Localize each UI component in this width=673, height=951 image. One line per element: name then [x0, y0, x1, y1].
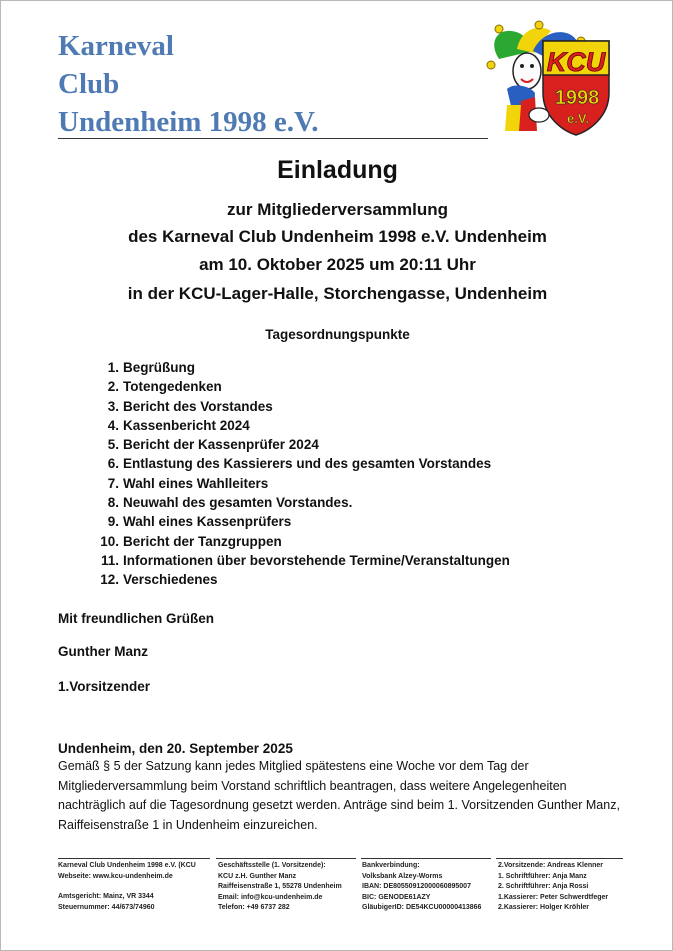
- agenda-item: 4. Kassenbericht 2024: [107, 417, 250, 433]
- logo-bell-3: [535, 21, 543, 29]
- statute-note: [58, 757, 633, 835]
- logo-year-text: 1998: [554, 87, 600, 109]
- logo-kcu-text: KCU: [546, 47, 606, 77]
- logo-bell-1: [487, 61, 495, 69]
- closing-greeting: Mit freundlichen Grüßen: [58, 611, 215, 626]
- footer-board-info: 2.Vorsitzende: Andreas Klenner 1. Schriftführer: Anja Manz 2. Schriftführer: Anja Rossi 1.Kassierer: Peter Schwerdtfeger 2.Kassierer: Holger Kröhler: [498, 862, 609, 911]
- invitation-line-1: zur Mitgliederversammlung: [226, 200, 449, 219]
- agenda-item: 6. Entlastung des Kassierers und des gesamten Vorstandes: [107, 456, 492, 472]
- agenda-item: 5. Bericht der Kassenprüfer 2024: [107, 437, 319, 453]
- footer-divider-1: [58, 858, 210, 859]
- signer-name: Gunther Manz: [58, 644, 148, 659]
- logo-glove: [529, 108, 549, 122]
- invitation-line-3: am 10. Oktober 2025 um 20:11 Uhr: [199, 255, 476, 274]
- footer-divider-2: [216, 858, 356, 859]
- agenda-item: 8. Neuwahl des gesamten Vorstandes.: [107, 495, 353, 511]
- header-divider: [58, 138, 488, 139]
- agenda-title: Tagesordnungspunkte: [265, 327, 410, 342]
- agenda-list: [89, 358, 510, 590]
- agenda-item: 1. Begrüßung: [107, 360, 195, 375]
- footer-website-link[interactable]: Webseite: www.kcu-undenheim.de: [58, 872, 173, 880]
- signer-role: 1.Vorsitzender: [58, 679, 151, 694]
- agenda-item: 7. Wahl eines Wahlleiters: [107, 475, 269, 491]
- footer-divider-3: [361, 858, 491, 859]
- club-title-line-1: Karneval: [58, 30, 174, 62]
- logo-jester-leg-yellow: [505, 105, 521, 131]
- statute-note-line: nachträglich auf die Tagesordnung gesetzt werden. Anträge sind beim 1. Vorsitzenden Gunther Manz,: [58, 798, 620, 812]
- agenda-item: 3. Bericht des Vorstandes: [107, 398, 273, 414]
- invitation-title: Einladung: [277, 156, 398, 184]
- invitation-line-4: in der KCU-Lager-Halle, Storchengasse, Undenheim: [127, 284, 548, 303]
- club-logo: [477, 19, 617, 137]
- invitation-line-2: des Karneval Club Undenheim 1998 e.V. Undenheim: [128, 227, 547, 246]
- logo-ev-text: e.V.: [567, 111, 589, 126]
- logo-jester-face: [513, 53, 541, 89]
- club-title-line-2: Club: [58, 68, 120, 100]
- footer-office-info: Geschäftsstelle (1. Vorsitzende): KCU z.H. Gunther Manz Raiffeisenstraße 1, 55278 Undenheim Email: info@kcu-undenheim.de Telefon: +49 6737 282: [218, 862, 342, 911]
- agenda-item: 10. Bericht der Tanzgruppen: [100, 533, 282, 549]
- logo-bell-2: [495, 25, 503, 33]
- agenda-item: 2. Totengedenken: [107, 379, 222, 395]
- club-title: [58, 27, 319, 141]
- agenda-item: 11. Informationen über bevorstehende Termine/Veranstaltungen: [100, 552, 510, 568]
- footer-email-link[interactable]: Email: info@kcu-undenheim.de: [218, 893, 323, 901]
- statute-note-line: Raiffeisenstraße 1 in Undenheim einzureichen.: [58, 817, 318, 832]
- statute-note-line: Gemäß § 5 der Satzung kann jedes Mitglied spätestens eine Woche vor dem Tag der: [58, 759, 529, 773]
- statute-note-line: Mitgliederversammlung beim Vorstand schriftlich beantragen, dass weitere Angelegenheiten: [58, 778, 567, 793]
- club-title-line-3: Undenheim 1998 e.V.: [58, 106, 319, 138]
- footer-club-info: Karneval Club Undenheim 1998 e.V. (KCU Webseite: www.kcu-undenheim.de Amtsgericht: Mainz, VR 3344 Steuernummer: 44/673/74960: [58, 862, 196, 911]
- agenda-item: 9. Wahl eines Kassenprüfers: [107, 514, 292, 530]
- footer-divider-4: [496, 858, 623, 859]
- date-line: Undenheim, den 20. September 2025: [58, 741, 293, 756]
- footer-bank-info: Bankverbindung: Volksbank Alzey-Worms IBAN: DE80550912000060895007 BIC: GENODE61AZY GläubigerID: DE54KCU00000413866: [362, 862, 482, 911]
- agenda-item: 12. Verschiedenes: [100, 572, 218, 588]
